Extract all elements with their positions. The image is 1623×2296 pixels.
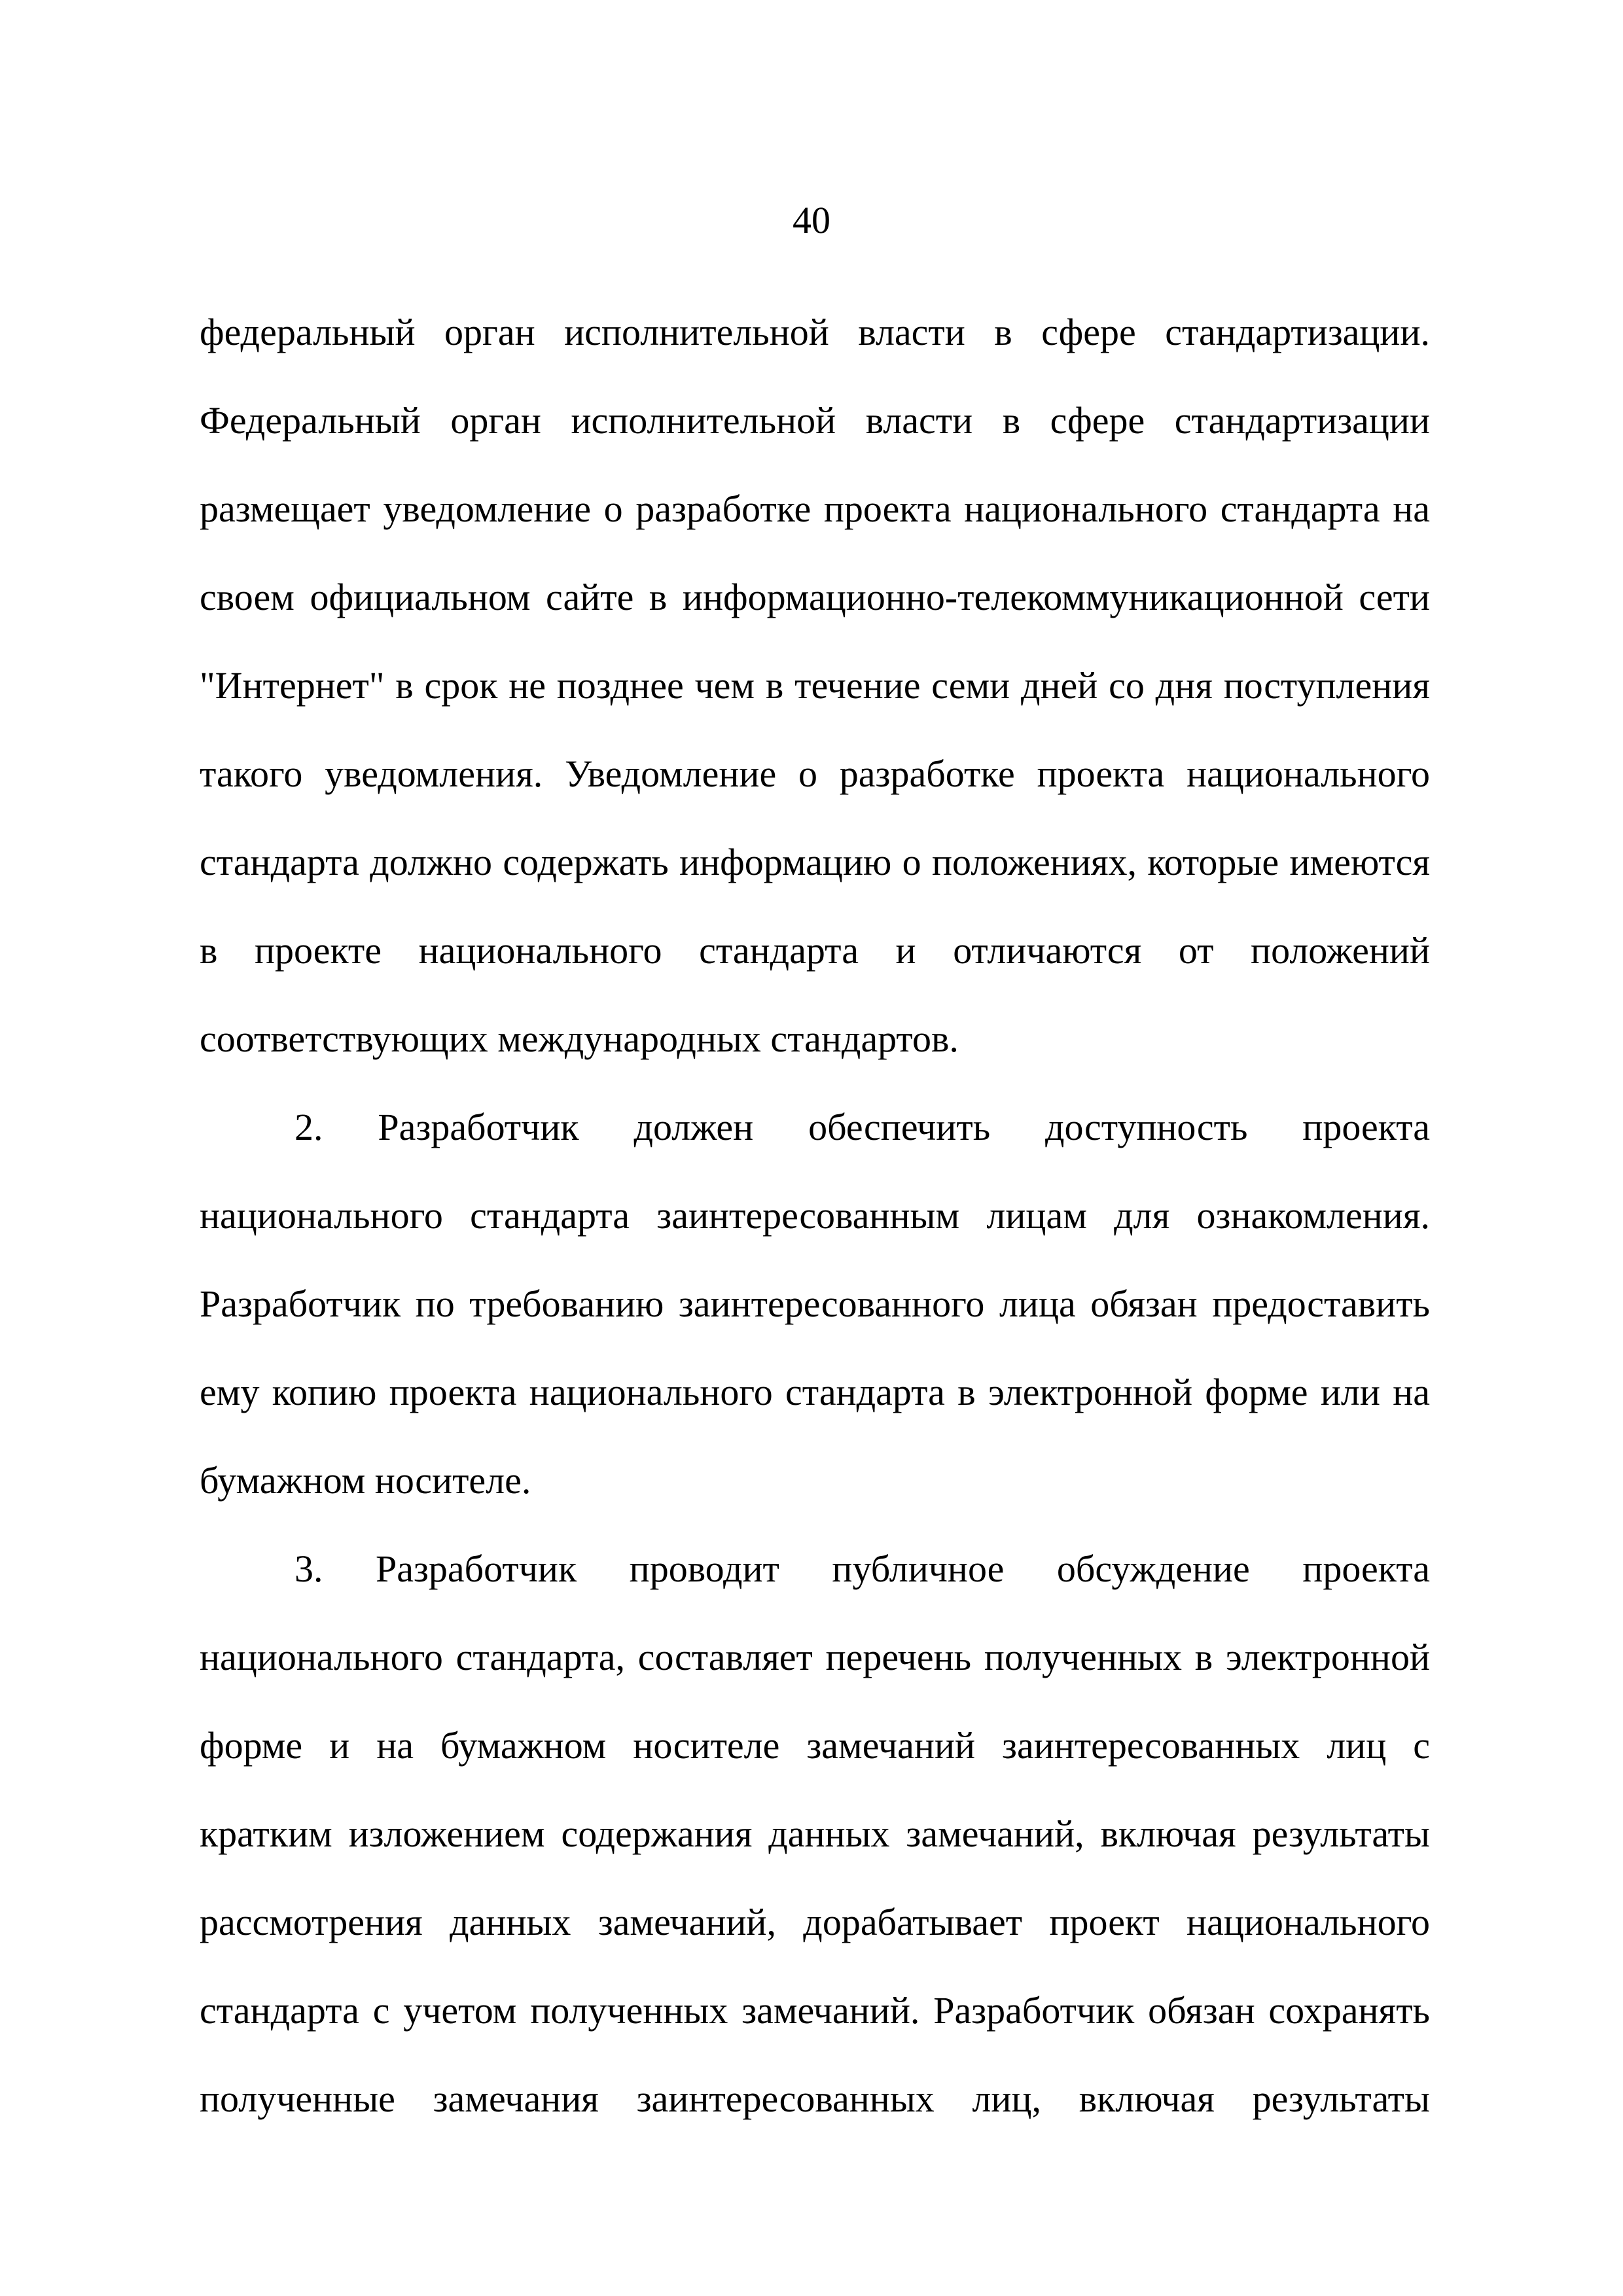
page-number: 40 (793, 199, 830, 241)
paragraph-1: федеральный орган исполнительной власти в сфере стандартизации. Федеральный орган исполнительной власти в сфере стандартизации размещает уведомление о разработке проекта национального стандарта на своем официальном сайте в информационно-телекоммуникационной сети "Интернет" в срок не позднее чем в течение семи дней со дня поступления такого уведомления. Уведомление о разработке проекта национального стандарта должно содержать информацию о положениях, которые имеются в проекте национального стандарта и отличаются от положений соответствующих международных стандартов. (200, 311, 1430, 1060)
document-body (200, 288, 1430, 2143)
paragraph-3: 3. Разработчик проводит публичное обсуждение проекта национального стандарта, составляет перечень полученных в электронной форме и на бумажном носителе замечаний заинтересованных лиц с кратким изложением содержания данных замечаний, включая результаты рассмотрения данных замечаний, дорабатывает проект национального стандарта с учетом полученных замечаний. Разработчик обязан сохранять полученные замечания заинтересованных лиц, включая результаты (200, 1547, 1430, 2120)
paragraph-2: 2. Разработчик должен обеспечить доступность проекта национального стандарта заинтересованным лицам для ознакомления. Разработчик по требованию заинтересованного лица обязан предоставить ему копию проекта национального стандарта в электронной форме или на бумажном носителе. (200, 1106, 1430, 1502)
